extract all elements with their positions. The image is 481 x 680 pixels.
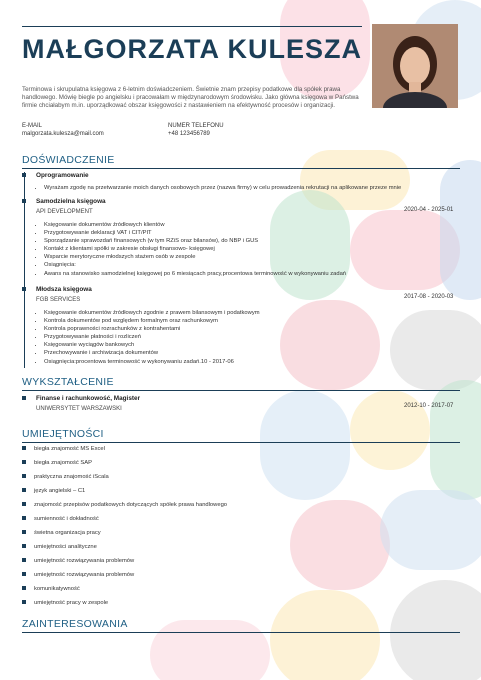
skill-marker — [22, 544, 26, 548]
skill-label: umiejętność rozwiązywania problemów — [34, 572, 135, 578]
skill-label: umiejętności analityczne — [34, 544, 97, 550]
skill-item — [22, 586, 80, 592]
skill-marker — [22, 530, 26, 534]
section-rule — [22, 632, 460, 633]
header-rule — [22, 26, 362, 27]
skill-label: biegła znajomość MS Excel — [34, 446, 105, 452]
job-bullet: • Przechowywanie i archiwizacja dokumentów — [44, 349, 444, 357]
email-block — [22, 122, 104, 138]
skill-label: język angielski – C1 — [34, 488, 86, 494]
skill-marker — [22, 572, 26, 576]
skill-item — [22, 572, 134, 578]
email-label: E-MAIL — [22, 123, 43, 129]
skill-marker — [22, 460, 26, 464]
candidate-name: MAŁGORZATA KULESZA — [22, 34, 362, 64]
section-rule — [22, 442, 460, 443]
skill-marker — [22, 600, 26, 604]
skill-marker — [22, 586, 26, 590]
skill-marker — [22, 474, 26, 478]
skill-label: znajomość przepisów podatkowych dotyczących spółek prawa handlowego — [34, 502, 228, 508]
skill-label: biegła znajomość SAP — [34, 460, 92, 466]
skill-label: praktyczna znajomość iScala — [34, 474, 109, 480]
skill-marker — [22, 502, 26, 506]
skill-marker — [22, 516, 26, 520]
job-bullet: • Księgowanie dokumentów źródłowych zgodnie z prawem bilansowym i podatkowym — [44, 309, 444, 317]
skill-marker — [22, 488, 26, 492]
email-value: malgorzata.kulesza@mail.com — [22, 131, 104, 137]
section-rule — [22, 168, 460, 169]
phone-block — [168, 122, 224, 138]
job-title: Oprogramowanie — [36, 172, 89, 179]
profile-photo — [372, 24, 458, 108]
timeline-marker — [22, 396, 26, 400]
skill-item — [22, 600, 108, 606]
phone-label: NUMER TELEFONU — [168, 123, 224, 129]
section-title-education: WYKSZTAŁCENIE — [22, 376, 114, 388]
job-title: Młodsza księgowa — [36, 286, 92, 293]
skill-marker — [22, 446, 26, 450]
skill-item — [22, 474, 109, 480]
job-bullet: • Księgowanie dokumentów źródłowych klientów — [44, 221, 444, 229]
education-title: Finanse i rachunkowość, Magister — [36, 395, 141, 402]
section-title-experience: DOŚWIADCZENIE — [22, 154, 115, 166]
timeline-marker — [22, 199, 26, 203]
skill-label: umiejętność rozwiązywania problemów — [34, 558, 135, 564]
section-title-skills: UMIEJĘTNOŚCI — [22, 428, 104, 440]
section-title-interests: ZAINTERESOWANIA — [22, 618, 128, 630]
job-bullets — [36, 309, 444, 366]
job-bullet: • Wyrażam zgodę na przetwarzanie moich danych osobowych przez (nazwa firmy) w celu prowadzenia rekrutacji na aplikowane przeze mnie — [44, 184, 444, 192]
job-bullet: • Sporządzanie sprawozdań finansowych (w tym RZiS oraz bilansów), do NBP i GUS — [44, 237, 444, 245]
job-company: API DEVELOPMENT — [36, 209, 93, 215]
job-bullet: • Księgowanie wyciągów bankowych — [44, 341, 444, 349]
job-bullet: • Osiągnięcia: — [44, 261, 444, 269]
skill-label: umiejętność pracy w zespole — [34, 600, 109, 606]
education-school: UNIWERSYTET WARSZAWSKI — [36, 406, 122, 412]
skill-label: świetna organizacja pracy — [34, 530, 101, 536]
education-date: 2012-10 - 2017-07 — [404, 403, 454, 409]
job-bullet: • Przygotowywanie deklaracji VAT i CIT/PIT — [44, 229, 444, 237]
skill-label: sumienność i dokładność — [34, 516, 99, 522]
job-bullet: • Kontrola poprawności rozrachunków z kontrahentami — [44, 325, 444, 333]
job-bullets — [36, 184, 444, 192]
job-bullet: • Awans na stanowisko samodzielnej księgowej po 6 miesiącach pracy,procentowa terminowość w wykonywaniu zadań — [44, 270, 444, 278]
timeline-marker — [22, 287, 26, 291]
section-rule — [22, 390, 460, 391]
skill-item — [22, 516, 99, 522]
skill-label: komunikatywność — [34, 586, 80, 592]
timeline-marker — [22, 173, 26, 177]
skill-marker — [22, 558, 26, 562]
job-bullet: • Kontrola dokumentów pod względem formalnym oraz rachunkowym — [44, 317, 444, 325]
job-bullet: • Wsparcie merytoryczne młodszych stażem osób w zespole — [44, 253, 444, 261]
skill-item — [22, 488, 85, 494]
job-bullet: • Przygotowywanie płatności i rozliczeń — [44, 333, 444, 341]
job-date: 2020-04 - 2025-01 — [404, 207, 454, 213]
skill-item — [22, 530, 101, 536]
job-bullets — [36, 221, 444, 278]
skill-item — [22, 446, 105, 452]
job-bullet: • Osiągnięcia:procentowa terminowość w wykonywaniu zadań.10 - 2017-06 — [44, 358, 444, 366]
skill-item — [22, 502, 227, 508]
skill-item — [22, 558, 134, 564]
job-title: Samodzielna księgowa — [36, 198, 106, 205]
profile-summary: Terminowa i skrupulatna księgowa z 6-letnim doświadczeniem. Świetnie znam przepisy podatkowe dla spółek prawa handlowego. Mówię biegle po angielsku i pracowałam w międzynarodowym środowisku. Jako główna księgowa w Państwa firmie chciałabym m.in. uporządkować obszar księgowości z nastawieniem na efektywność procesów i organizacji. — [22, 86, 359, 109]
skill-item — [22, 460, 92, 466]
job-date: 2017-08 - 2020-03 — [404, 294, 454, 300]
skill-item — [22, 544, 97, 550]
phone-value: +48 123456789 — [168, 131, 210, 137]
job-company: FGB SERVICES — [36, 297, 81, 303]
job-bullet: • Kontakt z klientami spółki w zakresie obsługi finansowo- księgowej — [44, 245, 444, 253]
